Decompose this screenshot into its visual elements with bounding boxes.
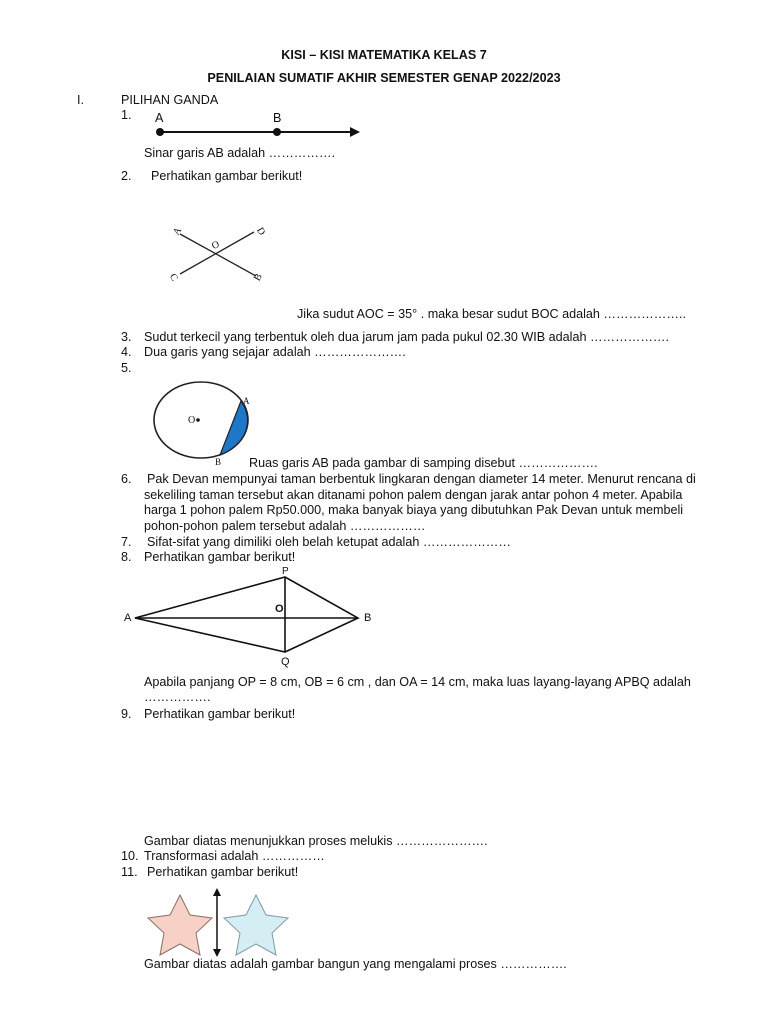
q9-number: 9. [121,707,132,721]
q6-line-2: sekeliling taman tersebut akan ditanami pohon palem dengan jarak antar pohon 4 meter. Apabila [144,488,683,502]
q11-star-right [224,895,288,955]
q7-number: 7. [121,535,132,549]
q5-circle-figure [154,382,248,458]
q8-label-p: P [282,566,289,577]
q4-text: Dua garis yang sejajar adalah …………………. [144,345,406,359]
q3-text: Sudut terkecil yang terbentuk oleh dua jarum jam pada pukul 02.30 WIB adalah ………………. [144,330,670,344]
q8-text: Perhatikan gambar berikut! [144,550,296,564]
q1-point-b [273,128,281,136]
q6-number: 6. [121,472,132,486]
q1-ray-arrowhead [350,127,360,137]
q11-text: Perhatikan gambar berikut! [147,865,299,879]
q9-caption: Gambar diatas menunjukkan proses melukis …………………. [144,834,488,848]
q2-label-b: B [251,271,265,284]
q6-line-4: pohon-pohon palem tersebut adalah ……………… [144,519,426,533]
q3-number: 3. [121,330,132,344]
q5-text: Ruas garis AB pada gambar di samping disebut ………………. [249,456,598,470]
q2-label-o: O [210,239,221,252]
q5-label-o: O [188,415,196,426]
q5-center-point [196,418,200,422]
q6-line-1: Pak Devan mempunyai taman berbentuk lingkaran dengan diameter 14 meter. Menurut rencana di [147,472,696,486]
q2-label-a: A [171,225,185,238]
q1-label-b: B [273,111,282,125]
q8-line-1: Apabila panjang OP = 8 cm, OB = 6 cm , dan OA = 14 cm, maka luas layang-layang APBQ adalah [144,675,691,689]
q11-arrowhead-top [213,888,221,896]
q5-number: 5. [121,361,132,375]
q11-stars-figure [148,888,288,957]
q5-label-a: A [243,396,250,406]
q5-circle-segment [220,401,248,455]
q2-label-c: C [166,271,180,284]
q1-point-a [156,128,164,136]
q2-line-ab [180,234,256,276]
q8-label-o: O [275,603,284,615]
q8-label-q: Q [281,656,290,668]
q8-number: 8. [121,550,132,564]
q2-question: Jika sudut AOC = 35° . maka besar sudut BOC adalah ……………….. [297,307,686,321]
q10-number: 10. [121,849,139,863]
q11-number: 11. [121,865,138,879]
q9-text: Perhatikan gambar berikut! [144,707,296,721]
q5-label-b: B [215,457,222,467]
q8-label-a: A [124,612,132,624]
q11-star-left [148,895,212,955]
q11-arrowhead-bottom [213,949,221,957]
q8-label-b: B [364,612,372,624]
section-number: I. [77,93,84,107]
q2-label-d: D [254,225,268,238]
q1-text: Sinar garis AB adalah ……………. [144,146,336,160]
q2-text: Perhatikan gambar berikut! [151,169,303,183]
q1-label-a: A [155,111,164,125]
q7-text: Sifat-sifat yang dimiliki oleh belah ketupat adalah ………………… [147,535,511,549]
page-subtitle: PENILAIAN SUMATIF AKHIR SEMESTER GENAP 2022/2023 [207,71,561,85]
section-title: PILIHAN GANDA [121,93,219,107]
q4-number: 4. [121,345,132,359]
q1-number: 1. [121,108,132,122]
q8-kite-figure [135,577,358,652]
q1-ray-figure [156,127,360,137]
q8-kite [135,577,358,652]
page-title: KISI – KISI MATEMATIKA KELAS 7 [281,48,487,62]
q6-line-3: harga 1 pohon palem Rp50.000, maka banyak biaya yang dibutuhkan Pak Devan untuk membeli [144,503,684,517]
q10-text: Transformasi adalah …………… [144,849,325,863]
q11-caption: Gambar diatas adalah gambar bangun yang mengalami proses ……………. [144,957,567,971]
q8-line-2: ……………. [144,690,211,704]
q2-number: 2. [121,169,132,183]
q2-intersecting-lines-figure [180,232,256,276]
